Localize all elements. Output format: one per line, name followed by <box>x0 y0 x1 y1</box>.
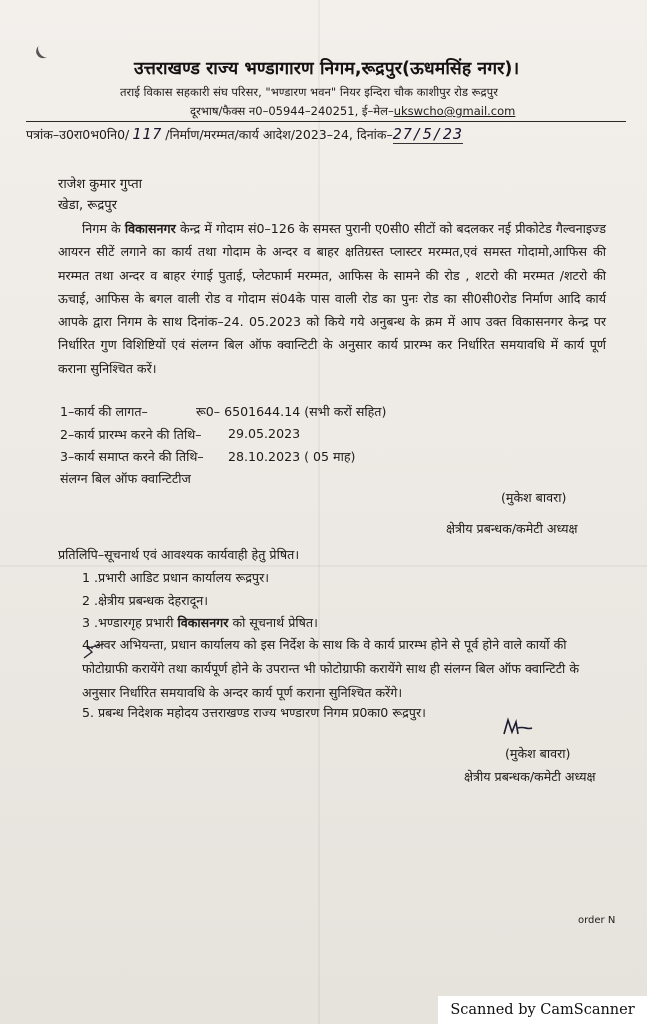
fold-crease-horizontal <box>0 565 647 567</box>
letterhead-contact <box>190 104 515 119</box>
reference-number-handwritten: 117 <box>132 125 163 143</box>
copy-item-3-center: विकासनगर <box>177 615 229 630</box>
signature-role-2: क्षेत्रीय प्रबन्धक/कमेटी अध्यक्ष <box>464 769 596 784</box>
recipient-place: खेडा, रूद्रपुर <box>58 198 117 213</box>
copy-item-2: 2 .क्षेत्रीय प्रबन्धक देहरादून। <box>82 593 209 608</box>
recipient-name: राजेश कुमार गुप्ता <box>58 177 142 192</box>
copy-item-3 <box>82 614 318 631</box>
detail-start-value: 29.05.2023 <box>228 426 301 441</box>
signature-name-1: (मुकेश बावरा) <box>501 490 567 505</box>
detail-start-date <box>60 426 301 443</box>
scanner-watermark: Scanned by CamScanner <box>438 996 647 1024</box>
body-text-rest: केन्द्र में गोदाम सं0–126 के समस्त पुरानी ए0सी0 सीटों को बदलकर नई प्रीकोटेड गैल्वनाइज्ड आयरन सीटें लगाने का कार्य तथा गोदाम के अन्दर व बाहर क्षतिग्रस्त प्लास्टर मरम्मत,एवं समस्त गोदामो,आफिस की मरम्मत तथा अन्दर व बाहर रंगाई पुताई, प्लेटफार्म मरम्मत, आफिस के सामने की रोड , शटरो की मरम्मत /शटरो की ऊचाई, आफिस के बगल वाली रोड व गोदाम सं04के पास वाली रोड का पुनः रोड का सी0सी0रोड निर्माण आदि कार्य आपके द्वारा निगम के साथ दिनांक–24. 05.2023 को किये गये अनुबन्ध के क्रम में आप उक्त विकासनगर केन्द्र पर निर्धारित गुण विशिष्टियों एवं संलग्न बिल ऑफ क्वान्टिटी के अनुसार कार्य प्रारम्भ कर निर्धारित समयावधि में कार्य पूर्ण कराना सुनिश्चित करें। <box>58 221 606 376</box>
reference-line <box>26 125 463 144</box>
reference-date-handwritten: 27/5/23 <box>392 125 463 143</box>
body-text-start: निगम के <box>82 221 125 236</box>
detail-cost <box>60 403 387 420</box>
detail-end-value: 28.10.2023 ( 05 माह) <box>228 449 356 464</box>
enclosure-note: संलग्न बिल ऑफ क्वान्टिटीज <box>60 471 191 486</box>
letterhead-title: उत्तराखण्ड राज्य भण्डागारण निगम,रूद्रपुर(ऊधमसिंह नगर)। <box>134 59 520 79</box>
detail-cost-value: रू0– 6501644.14 (सभी करों सहित) <box>196 404 387 419</box>
copy-item-1: 1 .प्रभारी आडिट प्रधान कार्यालय रूद्रपुर। <box>82 570 269 585</box>
signature-name-2: (मुकेश बावरा) <box>505 746 571 761</box>
letterhead-rule <box>26 121 626 122</box>
reference-prefix: पत्रांक–उ0रा0भ0नि0/ <box>26 127 130 142</box>
copy-heading: प्रतिलिपि–सूचनार्थ एवं आवश्यक कार्यवाही हेतु प्रेषित। <box>58 547 300 562</box>
letterhead-address: तराई विकास सहकारी संघ परिसर, "भण्डारण भवन" नियर इन्दिरा चौक काशीपुर रोड रूद्रपुर <box>120 85 498 99</box>
detail-end-label: 3–कार्य समाप्त करने की तिथि– <box>60 449 204 464</box>
copy-item-3-prefix: 3 .भण्डारगृह प्रभारी <box>82 615 178 630</box>
body-paragraph <box>58 217 606 380</box>
reference-middle: /निर्माण/मरम्मत/कार्य आदेश/2023–24, दिनांक– <box>165 127 393 142</box>
fold-crease-vertical <box>318 0 320 1024</box>
punch-hole-mark <box>33 41 53 61</box>
footer-note: order N <box>578 915 616 926</box>
signature-role-1: क्षेत्रीय प्रबन्धक/कमेटी अध्यक्ष <box>446 521 578 536</box>
contact-phone: दूरभाष/फैक्स न0–05944–240251, ई–मेल– <box>190 104 394 118</box>
body-center-name: विकासनगर <box>124 221 176 236</box>
copy-item-3-suffix: को सूचनार्थ प्रेषित। <box>228 615 318 630</box>
detail-end-date <box>60 448 356 465</box>
detail-start-label: 2–कार्य प्रारम्भ करने की तिथि– <box>60 427 202 442</box>
copy-item-5: 5. प्रबन्ध निदेशक महोदय उत्तराखण्ड राज्य भण्डारण निगम प्र0का0 रूद्रपुर। <box>82 705 426 720</box>
contact-email: ukswcho@gmail.com <box>393 104 516 118</box>
detail-cost-label: 1–कार्य की लागत– <box>60 404 148 419</box>
copy-item-4: 4.अवर अभियन्ता, प्रधान कार्यालय को इस निर्देश के साथ कि वे कार्य प्रारम्भ होने से पूर्व होने वाले कार्यो की फोटोग्राफी करायेंगे तथा कार्यपूर्ण होने के उपरान्त भी फोटोग्राफी करायेंगे साथ ही संलग्न बिल ऑफ क्वान्टिटी के अनुसार निर्धारित समयावधि के अन्दर कार्य पूर्ण कराना सुनिश्चित करेंगे। <box>82 637 579 700</box>
